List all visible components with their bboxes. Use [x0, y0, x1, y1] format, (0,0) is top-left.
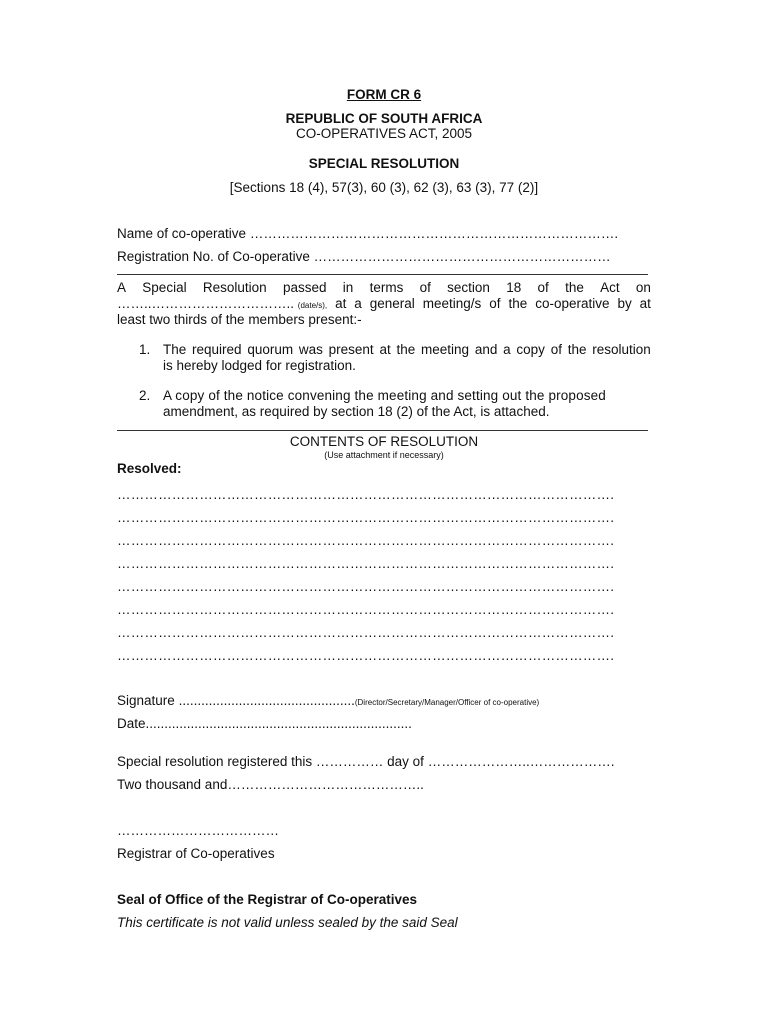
- registration-date-row: [117, 754, 614, 769]
- list-item-word: The: [163, 342, 187, 357]
- para1-word: in: [342, 280, 354, 295]
- list-item-number: 1.: [139, 342, 151, 357]
- list-item-word: meeting: [421, 342, 470, 357]
- para1-word: A: [117, 280, 127, 295]
- para2-word: general: [369, 296, 415, 311]
- resolution-title: SPECIAL RESOLUTION: [308, 156, 460, 171]
- list-item-text: [163, 388, 651, 420]
- para1-word: passed: [282, 280, 327, 295]
- list-item-line: [163, 342, 651, 358]
- resolution-text-line[interactable]: ……………………………………………………………………………………………….: [117, 648, 615, 663]
- divider-contents: [117, 430, 648, 431]
- resolution-para-line-3: least two thirds of the members present:-: [117, 312, 362, 327]
- resolution-para-line-2: [117, 296, 651, 311]
- list-item-word: quorum: [247, 342, 294, 357]
- seal-note: This certificate is not valid unless sealed by the said Seal: [117, 915, 458, 930]
- list-item-word: the: [396, 342, 416, 357]
- registered-day-field[interactable]: ……………: [315, 754, 384, 769]
- list-item-word: a: [503, 342, 511, 357]
- list-item-number: 2.: [139, 388, 151, 403]
- registration-number-row: [117, 249, 611, 264]
- resolution-para-line-1: [117, 280, 651, 295]
- list-item-word: required: [192, 342, 242, 357]
- two-thousand-label: Two thousand and: [117, 777, 228, 792]
- para2-word: meeting/s: [422, 296, 482, 311]
- list-item-word: of: [550, 342, 562, 357]
- meeting-date-hint: (date/s),: [297, 301, 328, 310]
- contents-note: (Use attachment if necessary): [324, 450, 444, 460]
- para2-word: by: [617, 296, 632, 311]
- para2-word: a: [354, 296, 362, 311]
- meeting-date-group: [117, 296, 327, 311]
- signature-field[interactable]: ...............................................: [178, 693, 355, 708]
- cooperative-name-row: [117, 226, 618, 241]
- registration-number-field[interactable]: …………………………………………………………: [313, 249, 611, 264]
- republic-heading: REPUBLIC OF SOUTH AFRICA: [285, 111, 483, 126]
- para1-word: section: [447, 280, 490, 295]
- para2-word: co-operative: [535, 296, 610, 311]
- list-item-word: was: [298, 342, 323, 357]
- para1-word: Act: [600, 280, 620, 295]
- sections-reference: [Sections 18 (4), 57(3), 60 (3), 62 (3), 63 (3), 77 (2)]: [229, 180, 539, 195]
- resolution-text-line[interactable]: ……………………………………………………………………………………………….: [117, 602, 615, 617]
- date-label: Date: [117, 716, 146, 731]
- list-item-word: resolution: [592, 342, 651, 357]
- date-row: [117, 716, 412, 731]
- resolution-text-line[interactable]: ……………………………………………………………………………………………….: [117, 625, 615, 640]
- resolution-text-line[interactable]: ……………………………………………………………………………………………….: [117, 487, 615, 502]
- list-item-word: and: [474, 342, 498, 357]
- list-item-line: is hereby lodged for registration.: [163, 358, 356, 373]
- para1-word: of: [537, 280, 549, 295]
- list-item-word: at: [379, 342, 391, 357]
- signature-label: Signature: [117, 693, 175, 708]
- list-item-line: A copy of the notice convening the meeting and setting out the proposed: [163, 388, 606, 403]
- registrar-signature-field[interactable]: ………………………………: [117, 823, 279, 838]
- act-heading: CO-OPERATIVES ACT, 2005: [295, 126, 473, 141]
- para1-word: terms: [369, 280, 404, 295]
- registered-month-field[interactable]: …………………..……………….: [427, 754, 615, 769]
- contents-heading: CONTENTS OF RESOLUTION: [289, 434, 479, 449]
- divider-top: [117, 274, 648, 275]
- form-title: FORM CR 6: [346, 87, 422, 102]
- resolution-text-line[interactable]: ……………………………………………………………………………………………….: [117, 579, 615, 594]
- para1-word: 18: [506, 280, 522, 295]
- list-item-word: present: [328, 342, 374, 357]
- day-of-label: day of: [387, 754, 424, 769]
- form-page: [117, 0, 651, 1024]
- para1-word: Special: [142, 280, 187, 295]
- para2-word: of: [489, 296, 501, 311]
- resolution-text-line[interactable]: ……………………………………………………………………………………………….: [117, 556, 615, 571]
- year-row: [117, 777, 424, 792]
- resolution-text-line[interactable]: ……………………………………………………………………………………………….: [117, 533, 615, 548]
- para2-word: at: [335, 296, 347, 311]
- cooperative-name-label: Name of co-operative: [117, 226, 247, 241]
- para1-word: Resolution: [202, 280, 267, 295]
- registered-text: Special resolution registered this: [117, 754, 313, 769]
- seal-heading: Seal of Office of the Registrar of Co-operatives: [117, 892, 418, 907]
- signature-row: [117, 693, 539, 708]
- year-field[interactable]: ……………………………………..: [227, 777, 424, 792]
- date-field[interactable]: .......................................................................: [145, 716, 412, 731]
- cooperative-name-field[interactable]: ……………………………………………………………………….: [249, 226, 619, 241]
- para1-word: of: [419, 280, 431, 295]
- signature-note: (Director/Secretary/Manager/Officer of co-operative): [354, 698, 540, 707]
- list-item-line: amendment, as required by section 18 (2) of the Act, is attached.: [163, 404, 550, 419]
- para2-word: at: [639, 296, 651, 311]
- para2-word: the: [508, 296, 528, 311]
- list-item-word: the: [567, 342, 587, 357]
- para1-word: the: [565, 280, 584, 295]
- list-item-word: copy: [516, 342, 545, 357]
- meeting-date-field[interactable]: ……..…………………………..: [117, 296, 295, 311]
- resolved-label: Resolved:: [117, 461, 182, 476]
- para1-word: on: [635, 280, 651, 295]
- list-item-text: [163, 342, 651, 374]
- registration-number-label: Registration No. of Co-operative: [117, 249, 310, 264]
- registrar-label: Registrar of Co-operatives: [117, 846, 275, 861]
- resolution-text-line[interactable]: ……………………………………………………………………………………………….: [117, 510, 615, 525]
